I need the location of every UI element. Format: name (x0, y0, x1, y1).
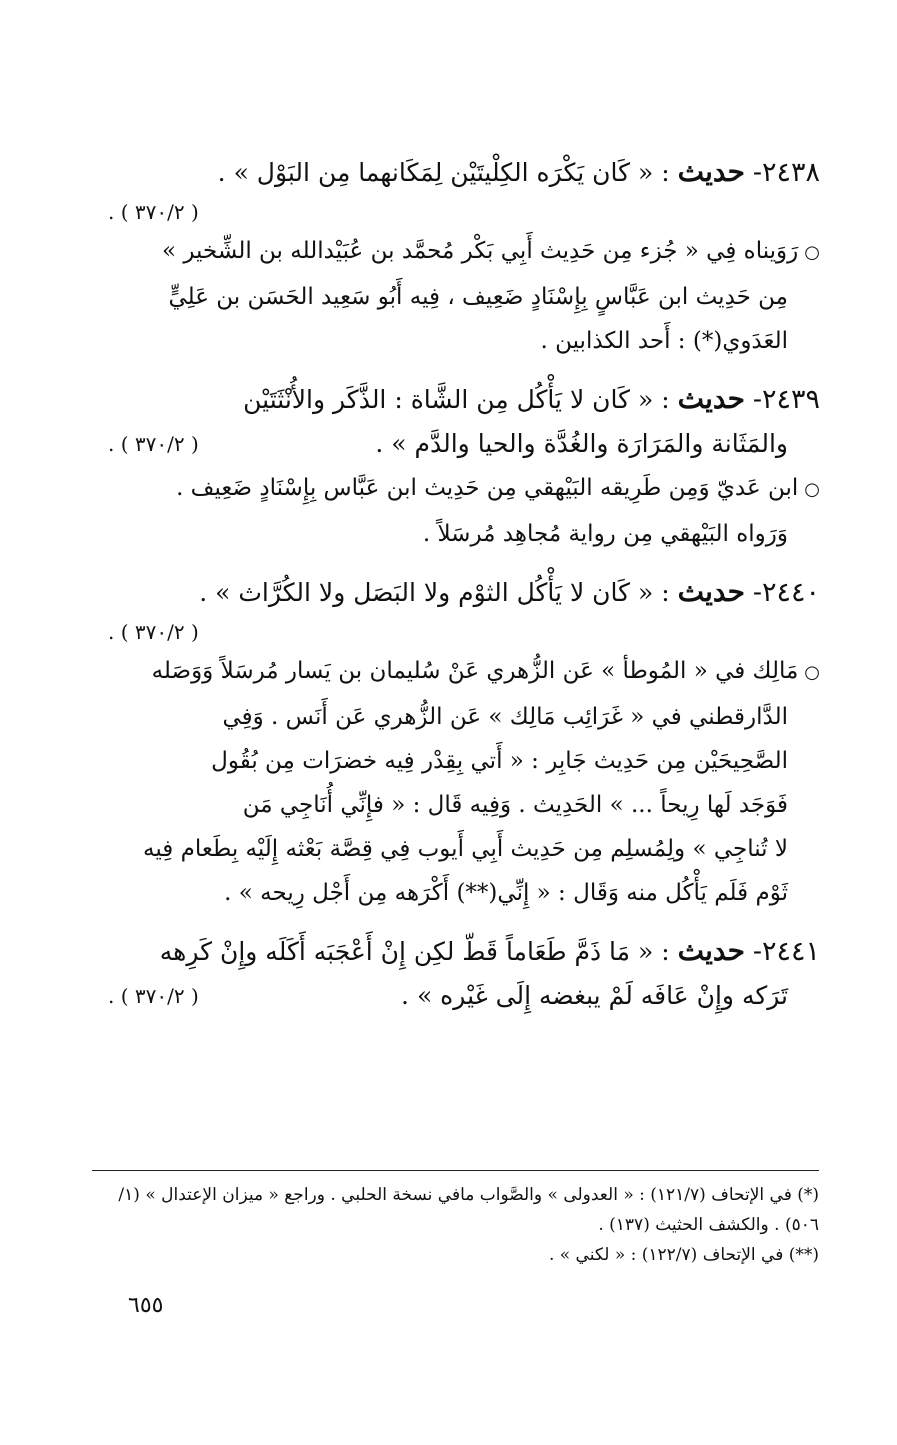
entry-title-2: تَرَكه وإِنْ عَافَه لَمْ يبغضه إِلَى غَيْره » . (401, 981, 788, 1010)
hadith-entry-2439 (108, 377, 820, 556)
circle-marker-icon: ○ (804, 479, 820, 500)
entry-keyword: حديث (677, 575, 745, 608)
entry-title-continuation (108, 422, 820, 466)
entry-title: : « مَا ذَمَّ طَعَاماً قَطّ لكِن إِنْ أَعْجَبَه أَكَلَه وإِنْ كَرِهه (159, 937, 670, 966)
entry-number: ٢٤٣٨- (752, 157, 820, 188)
entry-keyword: حديث (677, 382, 745, 415)
commentary-line: وَرَواه البَيْهقي مِن رواية مُجاهِد مُرسَلاً . (422, 521, 788, 547)
circle-marker-icon: ○ (804, 662, 820, 683)
entry-title-continuation (108, 974, 820, 1018)
commentary-line: فَوَجَد لَها رِيحاً ... » الحَدِيث . وَفِيه قَال : « فإِنِّي أُنَاجِي مَن (242, 792, 788, 818)
footnote-divider (92, 1170, 819, 1171)
entry-reference: ( ٣٧٠/٢ ) . (108, 432, 199, 456)
entry-keyword: حديث (677, 155, 745, 188)
commentary-line: ثَوْم فَلَم يَأْكُل منه وَقَال : « إِنِّي(**) أَكْرَهه مِن أَجْل رِيحه » . (224, 880, 788, 906)
entry-reference: ( ٣٧٠/٢ ) . (108, 984, 199, 1008)
commentary-line: العَدَوي(*) : أَحد الكذابين . (540, 328, 788, 354)
hadith-entry-2441 (108, 929, 820, 1018)
commentary-line: الدَّارقطني في « غَرَائِب مَالِك » عَن الزُّهري عَن أَنَس . وَفِي (222, 704, 788, 730)
entry-title-line (108, 377, 820, 422)
entry-title: : « كَان لا يَأْكُل الثوْم ولا البَصَل ولا الكُرَّاث » . (199, 578, 670, 607)
commentary-line: ○مَالِك في « المُوطأ » عَن الزُّهري عَنْ سُليمان بن يَسار مُرسَلاً وَوَصَله (151, 658, 820, 684)
page-body (108, 150, 820, 1032)
entry-commentary (108, 649, 820, 915)
entry-title-line (108, 570, 820, 615)
commentary-line: لا تُناجِي » ولِمُسلِم مِن حَدِيث أَبِي أَيوب فِي قِصَّة بَعْثه إِلَيْه بِطَعام فِيه (143, 836, 788, 862)
entry-reference: . ( ٣٧٠/٢ ) (108, 620, 199, 644)
entry-number: ٢٤٣٩- (752, 384, 820, 415)
footnote-line: (**) في الإتحاف (١٢٢/٧) : « لكني » . (548, 1245, 819, 1265)
circle-marker-icon: ○ (804, 242, 820, 263)
entry-title-2: والمَثَانة والمَرَارَة والغُدَّة والحيا والدَّم » . (375, 429, 788, 458)
footnote-line: (*) في الإتحاف (١٢١/٧) : « العدولى » والصَّواب مافي نسخة الحلبي . وراجع « ميزان الإعتدال » (١/ (118, 1185, 819, 1205)
hadith-entry-2440 (108, 570, 820, 915)
entry-commentary (108, 229, 820, 363)
entry-keyword: حديث (677, 934, 745, 967)
footnote-line: ٥٠٦) . والكشف الحثيث (١٣٧) . (598, 1215, 819, 1235)
commentary-line: الصَّحِيحَيْن مِن حَدِيث جَابِر : « أَتي بِقِدْر فِيه خضرَات مِن بُقُول (211, 748, 788, 774)
page-number: ٦٥٥ (128, 1293, 164, 1318)
entry-title: : « كَان لا يَأْكُل مِن الشَّاة : الذَّكَر والأُنْثَتَيْن (243, 385, 670, 414)
entry-title-line (108, 150, 820, 195)
footnotes (92, 1180, 819, 1270)
entry-title: : « كَان يَكْرَه الكِلْيتَيْن لِمَكَانهما مِن البَوْل » . (217, 158, 670, 187)
entry-number: ٢٤٤١- (752, 936, 820, 967)
entry-commentary (108, 466, 820, 556)
hadith-entry-2438 (108, 150, 820, 363)
commentary-line: ○ابن عَديّ وَمِن طَرِيقه البَيْهقي مِن حَدِيث ابن عَبَّاس بِإِسْنَادٍ ضَعِيف . (176, 475, 820, 501)
entry-number: ٢٤٤٠- (752, 577, 820, 608)
entry-reference: . ( ٣٧٠/٢ ) (108, 200, 199, 224)
commentary-line: مِن حَدِيث ابن عَبَّاسٍ بِإِسْنَادٍ ضَعِيف ، فِيه أَبُو سَعِيد الحَسَن بن عَلِيٍّ (168, 284, 788, 310)
entry-title-line (108, 929, 820, 974)
commentary-line: ○رَوَيناه فِي « جُزء مِن حَدِيث أَبِي بَكْر مُحمَّد بن عُبَيْدالله بن الشِّخير » (161, 238, 820, 264)
